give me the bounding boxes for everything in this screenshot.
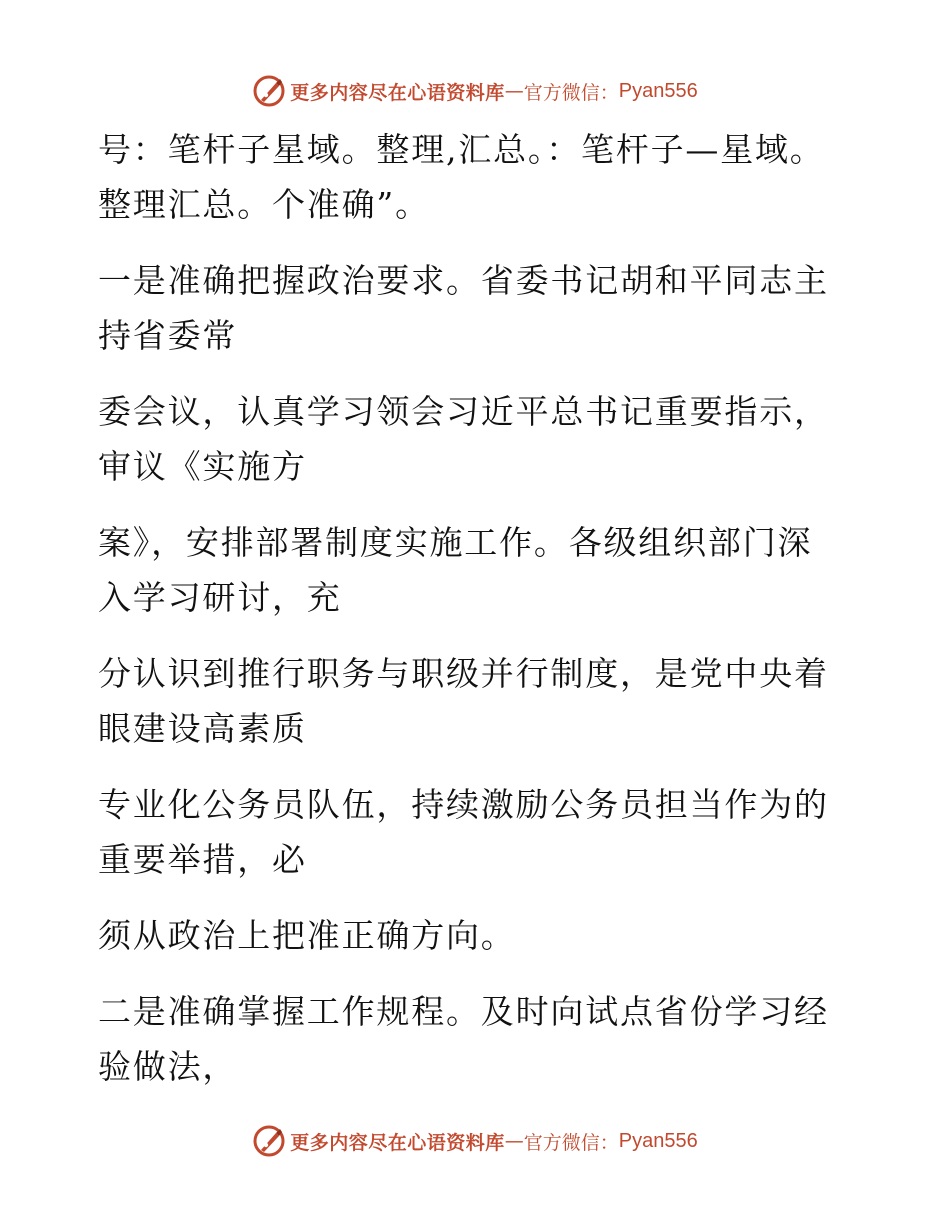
header-wechat-id: Pyan556 bbox=[618, 79, 698, 102]
document-body bbox=[98, 122, 858, 1094]
header-banner bbox=[0, 71, 950, 111]
paragraph-5 bbox=[98, 646, 858, 756]
header-dash: — bbox=[504, 80, 524, 102]
paragraph-3 bbox=[98, 384, 858, 494]
paragraph-line: 一是准确把握政治要求。省委书记胡和平同志主 bbox=[98, 261, 829, 300]
paragraph-line: 入学习研讨，充 bbox=[98, 578, 342, 617]
paragraph-line: 二是准确掌握工作规程。及时向试点省份学习经 bbox=[98, 992, 829, 1031]
footer-banner bbox=[0, 1121, 950, 1161]
paragraph-4 bbox=[98, 515, 858, 625]
paragraph-line: 号：笔杆子星域。整理,汇总。：笔杆子—星域。 bbox=[98, 130, 825, 169]
footer-dash: — bbox=[504, 1130, 524, 1152]
pen-logo-icon bbox=[252, 1124, 286, 1158]
paragraph-line: 眼建设高素质 bbox=[98, 709, 307, 748]
paragraph-line: 分认识到推行职务与职级并行制度，是党中央着 bbox=[98, 654, 829, 693]
paragraph-line: 案》，安排部署制度实施工作。各级组织部门深 bbox=[98, 523, 813, 562]
footer-wechat-label: 官方微信： bbox=[523, 1131, 619, 1154]
paragraph-line: 委会议，认真学习领会习近平总书记重要指示， bbox=[98, 392, 829, 431]
paragraph-line: 须从政治上把准正确方向。 bbox=[98, 916, 516, 955]
paragraph-line: 审议《实施方 bbox=[98, 447, 307, 486]
paragraph-6 bbox=[98, 777, 858, 887]
paragraph-line: 专业化公务员队伍，持续激励公务员担当作为的 bbox=[98, 785, 829, 824]
paragraph-line: 整理汇总。个准确”。 bbox=[98, 185, 430, 224]
footer-brand-text: 更多内容尽在心语资料库 bbox=[290, 1131, 505, 1154]
paragraph-line: 重要举措，必 bbox=[98, 840, 307, 879]
paragraph-8 bbox=[98, 984, 858, 1094]
header-wechat-label: 官方微信： bbox=[523, 81, 619, 104]
paragraph-1 bbox=[98, 122, 858, 232]
paragraph-2 bbox=[98, 253, 858, 363]
pen-logo-icon bbox=[252, 74, 286, 108]
header-brand-text: 更多内容尽在心语资料库 bbox=[290, 81, 505, 104]
paragraph-line: 验做法， bbox=[98, 1047, 238, 1086]
footer-wechat-id: Pyan556 bbox=[618, 1129, 698, 1152]
paragraph-7 bbox=[98, 908, 858, 963]
paragraph-line: 持省委常 bbox=[98, 316, 238, 355]
